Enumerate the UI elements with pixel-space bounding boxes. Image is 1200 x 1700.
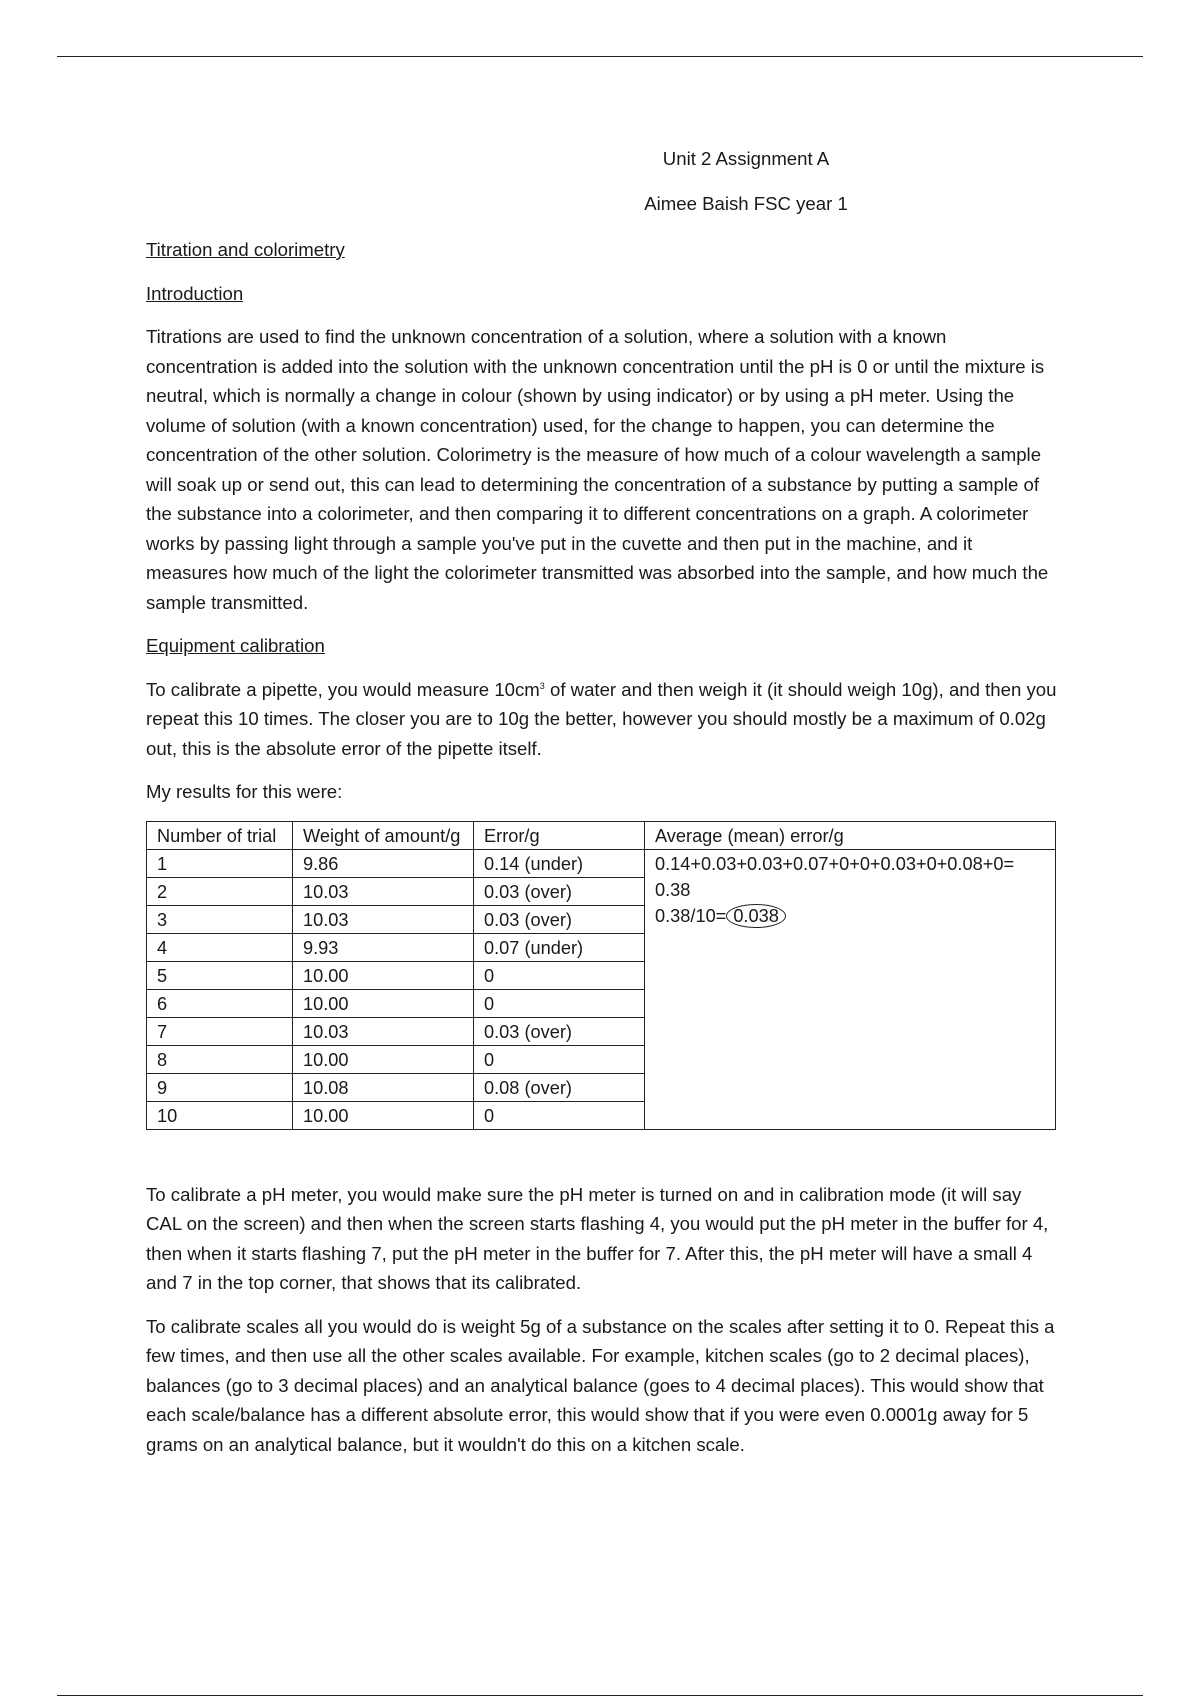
trial-cell: 8 <box>147 1045 293 1073</box>
weight-cell: 10.03 <box>293 905 474 933</box>
trial-cell: 7 <box>147 1017 293 1045</box>
header-error: Error/g <box>474 821 645 849</box>
error-cell: 0.03 (over) <box>474 877 645 905</box>
average-division: 0.38/10= <box>655 905 727 926</box>
error-cell: 0 <box>474 961 645 989</box>
results-table <box>146 821 1056 1130</box>
document-title: Unit 2 Assignment A <box>662 148 830 169</box>
error-cell: 0.14 (under) <box>474 849 645 877</box>
weight-cell: 10.00 <box>293 1045 474 1073</box>
trial-cell: 6 <box>147 989 293 1017</box>
error-cell: 0.03 (over) <box>474 1017 645 1045</box>
average-total: 0.38 <box>655 879 691 900</box>
weight-cell: 10.00 <box>293 989 474 1017</box>
trial-cell: 1 <box>147 849 293 877</box>
weight-cell: 10.03 <box>293 877 474 905</box>
weight-cell: 9.86 <box>293 849 474 877</box>
pipette-text-b: of water and then weigh it (it should weigh 10g), and then you repeat this 10 times. The closer you are to 10g the better, however you should mostly be a maximum of 0.02g out, this is the absolute error of the pipette itself. <box>146 678 1057 759</box>
header-weight: Weight of amount/g <box>293 821 474 849</box>
document-page <box>146 140 1058 1473</box>
weight-cell: 10.03 <box>293 1017 474 1045</box>
introduction-paragraph: Titrations are used to find the unknown concentration of a solution, where a solution with a known concentration is added into the solution with the unknown concentration until the pH is 0 or until the mixture is neutral, which is normally a change in colour (shown by using indicator) or by using a pH meter. Using the volume of solution (with a known concentration) used, for the change to happen, you can determine the concentration of the other solution. Colorimetry is the measure of how much of a colour wavelength a sample will soak up or send out, this can lead to determining the concentration of a substance by putting a sample of the substance into a colorimeter, and then comparing it to different concentrations on a graph. A colorimeter works by passing light through a sample you've put in the cuvette and then put in the machine, and it measures how much of the light the colorimeter transmitted was absorbed into the sample, and how much the sample transmitted. <box>146 326 1049 613</box>
error-cell: 0.08 (over) <box>474 1073 645 1101</box>
average-sum: 0.14+0.03+0.03+0.07+0+0+0.03+0+0.08+0= <box>655 853 1015 874</box>
header-average: Average (mean) error/g <box>645 821 1056 849</box>
trial-cell: 4 <box>147 933 293 961</box>
calibration-heading: Equipment calibration <box>146 635 325 656</box>
error-cell: 0 <box>474 1045 645 1073</box>
table-row <box>147 849 1056 877</box>
trial-cell: 2 <box>147 877 293 905</box>
average-result <box>655 903 1045 929</box>
weight-cell: 9.93 <box>293 933 474 961</box>
error-cell: 0.03 (over) <box>474 905 645 933</box>
pipette-paragraph <box>146 675 1058 764</box>
main-heading: Titration and colorimetry <box>146 239 345 260</box>
trial-cell: 9 <box>147 1073 293 1101</box>
header-trial: Number of trial <box>147 821 293 849</box>
table-header-row <box>147 821 1056 849</box>
pipette-text-a: To calibrate a pipette, you would measure 10cm <box>146 678 540 700</box>
error-cell: 0.07 (under) <box>474 933 645 961</box>
error-cell: 0 <box>474 1101 645 1129</box>
circled-answer: 0.038 <box>726 904 786 928</box>
trial-cell: 3 <box>147 905 293 933</box>
average-cell <box>645 849 1056 1129</box>
trial-cell: 5 <box>147 961 293 989</box>
scales-paragraph: To calibrate scales all you would do is weight 5g of a substance on the scales after setting it to 0. Repeat this a few times, and then use all the other scales available. For example, kitchen scales (go to 2 decimal places), balances (go to 3 decimal places) and an analytical balance (goes to 4 decimal places). This would show that each scale/balance has a different absolute error, this would show that if you were even 0.0001g away for 5 grams on an analytical balance, but it wouldn't do this on a kitchen scale. <box>146 1315 1055 1455</box>
cubed-superscript: 3 <box>539 680 545 691</box>
bottom-rule <box>57 1695 1143 1696</box>
weight-cell: 10.08 <box>293 1073 474 1101</box>
top-rule <box>57 56 1143 57</box>
error-cell: 0 <box>474 989 645 1017</box>
weight-cell: 10.00 <box>293 961 474 989</box>
introduction-heading: Introduction <box>146 282 244 304</box>
results-intro: My results for this were: <box>146 781 343 802</box>
author-line: Aimee Baish FSC year 1 <box>644 192 848 214</box>
ph-meter-paragraph: To calibrate a pH meter, you would make sure the pH meter is turned on and in calibration mode (it will say CAL on the screen) and then when the screen starts flashing 4, you would put the pH meter in the buffer for 4, then when it starts flashing 7, put the pH meter in the buffer for 7. After this, the pH meter will have a small 4 and 7 in the top corner, that shows that its calibrated. <box>146 1183 1049 1293</box>
trial-cell: 10 <box>147 1101 293 1129</box>
weight-cell: 10.00 <box>293 1101 474 1129</box>
